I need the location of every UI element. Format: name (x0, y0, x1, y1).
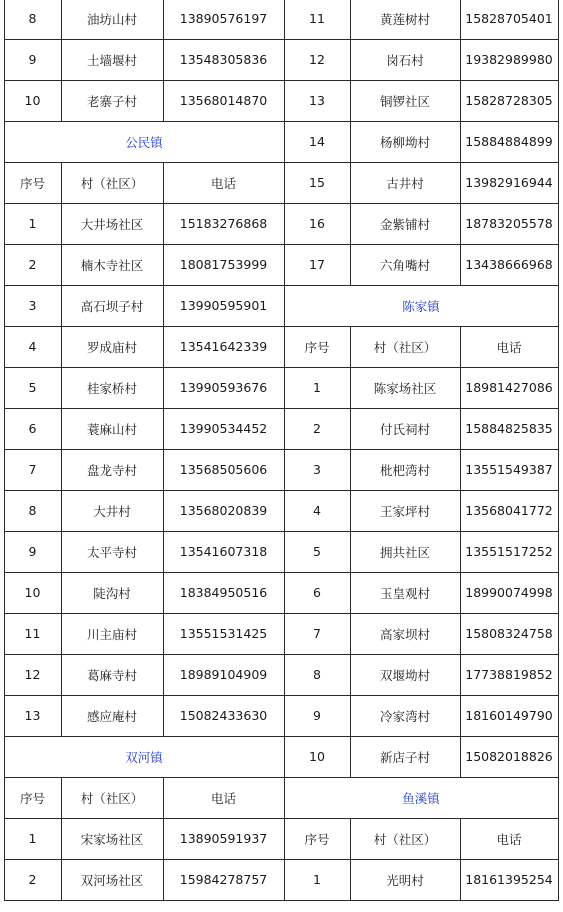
phone-number-cell: 15984278757 (179, 872, 268, 887)
village-name-cell: 桂家桥村 (86, 380, 137, 396)
phone-number-cell: 15884884899 (465, 134, 553, 149)
left-col-border (61, 695, 62, 736)
right-edge-border (284, 613, 285, 654)
right-edge-border (558, 408, 559, 449)
left-edge-border (4, 408, 5, 449)
right-edge-border (284, 285, 285, 326)
village-name-cell: 高家坝村 (379, 626, 430, 642)
right-col-border (460, 859, 461, 900)
right-col-border (350, 654, 351, 695)
serial-number-cell: 4 (28, 339, 37, 354)
left-col-border (163, 80, 164, 121)
village-name-cell: 古井村 (386, 175, 424, 191)
right-col-border (350, 613, 351, 654)
phone-number-cell: 15828728305 (465, 93, 553, 108)
right-edge-border (284, 695, 285, 736)
phone-number-cell: 15884825835 (465, 421, 553, 436)
right-col-border (350, 736, 351, 777)
serial-number-cell: 11 (309, 11, 325, 26)
left-edge-border (4, 39, 5, 80)
right-col-border (460, 162, 461, 203)
left-edge-border (4, 777, 5, 818)
left-edge-border (4, 0, 5, 39)
right-col-border (350, 121, 351, 162)
village-name-cell: 岗石村 (386, 52, 424, 68)
phone-number-cell: 13990534452 (179, 421, 268, 436)
serial-number-cell: 16 (309, 216, 325, 231)
left-edge-border (4, 654, 5, 695)
right-col-border (460, 736, 461, 777)
right-edge-border (558, 162, 559, 203)
phone-number-cell: 电话 (210, 175, 236, 191)
left-col-border (163, 244, 164, 285)
left-edge-border (4, 367, 5, 408)
right-col-border (460, 613, 461, 654)
serial-number-cell: 1 (313, 380, 321, 395)
village-name-cell: 铜锣社区 (379, 93, 430, 109)
right-edge-border (558, 203, 559, 244)
right-col-border (350, 0, 351, 39)
right-edge-border (284, 39, 285, 80)
right-col-border (460, 531, 461, 572)
phone-number-cell: 电话 (210, 790, 236, 806)
village-name-cell: 杨柳坳村 (379, 134, 430, 150)
left-edge-border (4, 695, 5, 736)
phone-number-cell: 18384950516 (179, 585, 268, 600)
left-col-border (163, 531, 164, 572)
left-col-border (61, 0, 62, 39)
phone-number-cell: 13551517252 (465, 544, 553, 559)
serial-number-cell: 2 (313, 421, 321, 436)
phone-number-cell: 19382989980 (465, 52, 553, 67)
left-bottom-border (4, 900, 285, 901)
right-col-border (350, 449, 351, 490)
serial-number-cell: 15 (309, 175, 325, 190)
left-edge-border (4, 203, 5, 244)
village-name-cell: 太平寺村 (86, 544, 137, 560)
village-name-cell: 六角嘴村 (379, 257, 430, 273)
right-edge-border (558, 572, 559, 613)
serial-number-cell: 2 (28, 872, 37, 887)
left-edge-border (4, 162, 5, 203)
village-name-cell: 大井村 (93, 503, 131, 519)
right-col-border (460, 203, 461, 244)
phone-number-cell: 18783205578 (465, 216, 553, 231)
right-col-border (460, 490, 461, 531)
right-edge-border (558, 531, 559, 572)
right-edge-border (284, 80, 285, 121)
phone-number-cell: 13568020839 (179, 503, 268, 518)
village-name-cell: 陈家场社区 (373, 380, 437, 396)
phone-number-cell: 13568041772 (465, 503, 553, 518)
left-col-border (163, 572, 164, 613)
serial-number-cell: 6 (28, 421, 37, 436)
phone-number-cell: 18081753999 (179, 257, 268, 272)
left-col-border (163, 490, 164, 531)
phone-number-cell: 18160149790 (465, 708, 553, 723)
right-edge-border (558, 0, 559, 39)
right-col-border (460, 818, 461, 859)
right-edge-border (284, 367, 285, 408)
village-name-cell: 村（社区） (373, 831, 437, 847)
serial-number-cell: 8 (313, 667, 321, 682)
left-col-border (61, 285, 62, 326)
right-edge-border (284, 408, 285, 449)
serial-number-cell: 序号 (19, 790, 45, 806)
left-col-border (61, 367, 62, 408)
left-col-border (163, 203, 164, 244)
left-col-border (163, 285, 164, 326)
left-col-border (61, 326, 62, 367)
left-col-border (61, 613, 62, 654)
left-edge-border (4, 859, 5, 900)
right-edge-border (558, 121, 559, 162)
left-col-border (163, 162, 164, 203)
left-col-border (61, 859, 62, 900)
serial-number-cell: 11 (24, 626, 41, 641)
right-col-border (350, 367, 351, 408)
right-edge-border (558, 613, 559, 654)
left-edge-border (4, 736, 5, 777)
right-edge-border (558, 80, 559, 121)
left-col-border (61, 572, 62, 613)
serial-number-cell: 3 (313, 462, 321, 477)
right-edge-border (284, 0, 285, 39)
left-col-border (61, 777, 62, 818)
serial-number-cell: 17 (309, 257, 325, 272)
left-col-border (163, 859, 164, 900)
right-edge-border (558, 449, 559, 490)
serial-number-cell: 序号 (304, 339, 330, 355)
phone-number-cell: 18990074998 (465, 585, 553, 600)
serial-number-cell: 1 (28, 831, 37, 846)
left-col-border (163, 326, 164, 367)
village-name-cell: 村（社区） (80, 175, 144, 191)
serial-number-cell: 5 (313, 544, 321, 559)
right-col-border (350, 572, 351, 613)
phone-number-cell: 13438666968 (465, 257, 553, 272)
left-col-border (61, 818, 62, 859)
right-col-border (460, 121, 461, 162)
village-name-cell: 枇杷湾村 (379, 462, 430, 478)
right-edge-border (558, 859, 559, 900)
left-col-border (61, 244, 62, 285)
right-col-border (460, 449, 461, 490)
right-edge-border (284, 449, 285, 490)
phone-number-cell: 15828705401 (465, 11, 553, 26)
serial-number-cell: 4 (313, 503, 321, 518)
village-name-cell: 光明村 (386, 872, 424, 888)
left-col-border (163, 0, 164, 39)
village-name-cell: 感应庵村 (86, 708, 137, 724)
right-col-border (460, 39, 461, 80)
right-edge-border (284, 162, 285, 203)
right-edge-border (558, 367, 559, 408)
left-col-border (163, 695, 164, 736)
serial-number-cell: 9 (28, 544, 37, 559)
serial-number-cell: 7 (313, 626, 321, 641)
left-col-border (163, 367, 164, 408)
left-edge-border (4, 572, 5, 613)
left-edge-border (4, 449, 5, 490)
right-edge-border (558, 818, 559, 859)
left-col-border (61, 490, 62, 531)
right-col-border (460, 244, 461, 285)
left-edge-border (4, 121, 5, 162)
village-name-cell: 双河场社区 (80, 872, 144, 888)
left-col-border (163, 39, 164, 80)
village-name-cell: 冷家湾村 (379, 708, 430, 724)
village-name-cell: 土墙堰村 (86, 52, 137, 68)
serial-number-cell: 3 (28, 298, 37, 313)
left-col-border (163, 777, 164, 818)
left-col-border (61, 162, 62, 203)
phone-number-cell: 15082433630 (179, 708, 268, 723)
village-name-cell: 老寨子村 (86, 93, 137, 109)
left-edge-border (4, 490, 5, 531)
town-header: 陈家镇 (402, 298, 440, 314)
phone-number-cell: 15082018826 (465, 749, 553, 764)
phone-number-cell: 13890591937 (179, 831, 268, 846)
serial-number-cell: 9 (313, 708, 321, 723)
right-edge-border (558, 285, 559, 326)
phone-number-cell: 18981427086 (465, 380, 553, 395)
serial-number-cell: 8 (28, 503, 37, 518)
right-bottom-border (284, 900, 559, 901)
phone-number-cell: 13890576197 (179, 11, 268, 26)
left-col-border (163, 449, 164, 490)
serial-number-cell: 8 (28, 11, 37, 26)
phone-number-cell: 13548305836 (179, 52, 268, 67)
village-name-cell: 葛麻寺村 (86, 667, 137, 683)
right-col-border (350, 408, 351, 449)
village-name-cell: 玉皇观村 (379, 585, 430, 601)
right-col-border (460, 695, 461, 736)
town-header: 鱼溪镇 (402, 790, 440, 806)
phone-number-cell: 电话 (496, 831, 522, 847)
village-name-cell: 陡沟村 (93, 585, 131, 601)
phone-number-cell: 13568014870 (179, 93, 268, 108)
serial-number-cell: 10 (24, 93, 41, 108)
phone-number-cell: 15183276868 (179, 216, 268, 231)
right-col-border (350, 203, 351, 244)
town-header: 双河镇 (125, 749, 163, 765)
village-name-cell: 盘龙寺村 (86, 462, 137, 478)
right-edge-border (284, 121, 285, 162)
right-col-border (350, 39, 351, 80)
right-edge-border (284, 572, 285, 613)
right-col-border (350, 490, 351, 531)
right-edge-border (284, 490, 285, 531)
serial-number-cell: 12 (24, 667, 41, 682)
left-edge-border (4, 613, 5, 654)
serial-number-cell: 13 (309, 93, 325, 108)
right-col-border (350, 695, 351, 736)
left-col-border (61, 449, 62, 490)
town-header: 公民镇 (125, 134, 163, 150)
right-col-border (460, 572, 461, 613)
right-edge-border (284, 736, 285, 777)
village-name-cell: 宋家场社区 (80, 831, 144, 847)
village-name-cell: 拥共社区 (379, 544, 430, 560)
phone-number-cell: 18989104909 (179, 667, 268, 682)
serial-number-cell: 2 (28, 257, 37, 272)
right-edge-border (558, 244, 559, 285)
right-edge-border (558, 654, 559, 695)
phone-number-cell: 电话 (496, 339, 522, 355)
left-col-border (163, 818, 164, 859)
left-col-border (163, 408, 164, 449)
village-name-cell: 付氏祠村 (379, 421, 430, 437)
right-edge-border (284, 818, 285, 859)
serial-number-cell: 10 (309, 749, 325, 764)
left-col-border (61, 203, 62, 244)
serial-number-cell: 9 (28, 52, 37, 67)
right-edge-border (284, 777, 285, 818)
serial-number-cell: 10 (24, 585, 41, 600)
village-name-cell: 金紫铺村 (379, 216, 430, 232)
right-edge-border (284, 203, 285, 244)
phone-number-cell: 17738819852 (465, 667, 553, 682)
village-name-cell: 罗成庙村 (86, 339, 137, 355)
right-col-border (350, 326, 351, 367)
village-name-cell: 新店子村 (379, 749, 430, 765)
phone-number-cell: 18161395254 (465, 872, 553, 887)
village-name-cell: 川主庙村 (86, 626, 137, 642)
left-col-border (61, 39, 62, 80)
left-edge-border (4, 285, 5, 326)
right-col-border (350, 859, 351, 900)
right-col-border (350, 162, 351, 203)
right-edge-border (284, 859, 285, 900)
left-col-border (61, 408, 62, 449)
right-col-border (350, 818, 351, 859)
left-edge-border (4, 244, 5, 285)
right-col-border (460, 367, 461, 408)
right-col-border (460, 80, 461, 121)
phone-number-cell: 15808324758 (465, 626, 553, 641)
phone-number-cell: 13990593676 (179, 380, 268, 395)
right-col-border (460, 408, 461, 449)
village-name-cell: 黄莲树村 (379, 11, 430, 27)
serial-number-cell: 5 (28, 380, 37, 395)
village-name-cell: 双堰坳村 (379, 667, 430, 683)
right-col-border (350, 244, 351, 285)
serial-number-cell: 12 (309, 52, 325, 67)
right-col-border (460, 0, 461, 39)
left-edge-border (4, 326, 5, 367)
left-col-border (61, 654, 62, 695)
left-col-border (163, 654, 164, 695)
serial-number-cell: 序号 (304, 831, 330, 847)
serial-number-cell: 序号 (19, 175, 45, 191)
left-col-border (61, 531, 62, 572)
village-name-cell: 蓑麻山村 (86, 421, 137, 437)
left-col-border (61, 80, 62, 121)
serial-number-cell: 1 (28, 216, 37, 231)
village-name-cell: 大井场社区 (80, 216, 144, 232)
village-name-cell: 高石坝子村 (80, 298, 144, 314)
serial-number-cell: 13 (24, 708, 41, 723)
serial-number-cell: 6 (313, 585, 321, 600)
right-edge-border (558, 695, 559, 736)
right-col-border (460, 326, 461, 367)
right-edge-border (284, 326, 285, 367)
phone-number-cell: 13568505606 (179, 462, 268, 477)
left-edge-border (4, 818, 5, 859)
serial-number-cell: 7 (28, 462, 37, 477)
phone-number-cell: 13541642339 (179, 339, 268, 354)
phone-number-cell: 13990595901 (179, 298, 268, 313)
left-col-border (163, 613, 164, 654)
serial-number-cell: 14 (309, 134, 325, 149)
village-name-cell: 王家坪村 (379, 503, 430, 519)
phone-number-cell: 13541607318 (179, 544, 268, 559)
village-name-cell: 村（社区） (80, 790, 144, 806)
right-edge-border (558, 736, 559, 777)
village-name-cell: 楠木寺社区 (80, 257, 144, 273)
right-edge-border (558, 39, 559, 80)
village-name-cell: 油坊山村 (86, 11, 137, 27)
right-edge-border (284, 244, 285, 285)
serial-number-cell: 1 (313, 872, 321, 887)
village-name-cell: 村（社区） (373, 339, 437, 355)
right-edge-border (284, 531, 285, 572)
right-edge-border (558, 777, 559, 818)
phone-number-cell: 13551549387 (465, 462, 553, 477)
right-edge-border (558, 326, 559, 367)
left-edge-border (4, 531, 5, 572)
left-edge-border (4, 80, 5, 121)
right-edge-border (284, 654, 285, 695)
right-col-border (350, 531, 351, 572)
phone-number-cell: 13982916944 (465, 175, 553, 190)
phone-number-cell: 13551531425 (179, 626, 268, 641)
right-edge-border (558, 490, 559, 531)
right-col-border (350, 80, 351, 121)
right-col-border (460, 654, 461, 695)
